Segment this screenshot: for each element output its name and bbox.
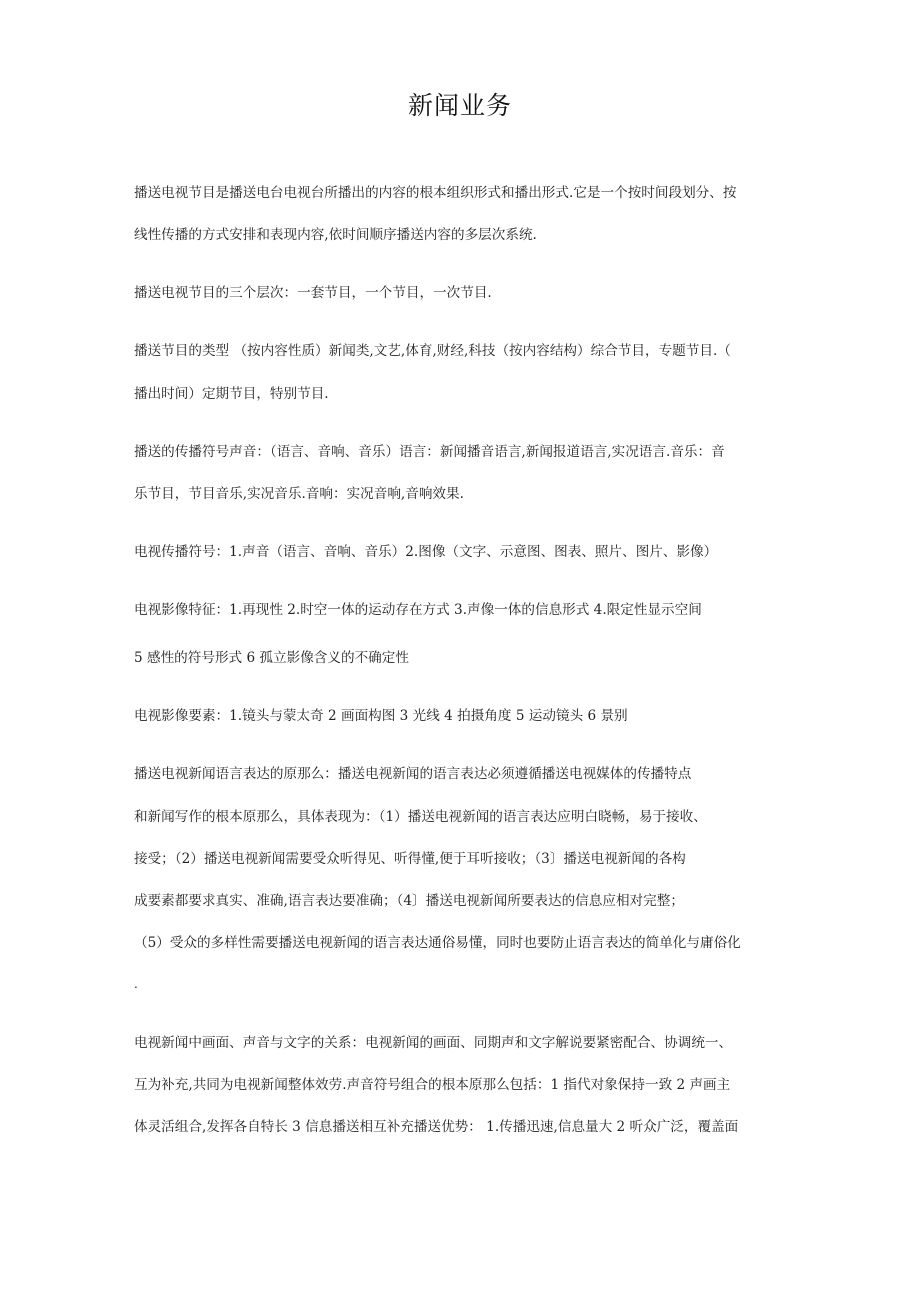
paragraph-line: 播送电视节目是播送电台电视台所播出的内容的根本组织形式和播出形式.它是一个按时间段划分、按 — [134, 185, 737, 201]
paragraph-line: 电视影像特征：1.再现性 2.时空一体的运动存在方式 3.声像一体的信息形式 4.限定性显示空间 — [134, 602, 702, 618]
paragraph-line: 播出时间）定期节目，特别节目. — [134, 386, 329, 402]
paragraph-line: 播送电视新闻语言表达的原那么：播送电视新闻的语言表达必须遵循播送电视媒体的传播特点 — [134, 766, 692, 782]
paragraph-line: （5）受众的多样性需要播送电视新闻的语言表达通俗易懂，同时也要防止语言表达的简单化与庸俗化 — [134, 935, 741, 951]
paragraph-line: 5 感性的符号形式 6 孤立影像含义的不确定性 — [134, 650, 409, 666]
paragraph-line: 体灵活组合,发挥各自特长 3 信息播送相互补充播送优势： 1.传播迅速,信息量大 2 听众广泛，覆盖面 — [134, 1119, 739, 1135]
page-title: 新闻业务 — [407, 91, 512, 120]
paragraph-line: 线性传播的方式安排和表现内容,依时间顺序播送内容的多层次系统. — [134, 227, 537, 243]
paragraph-line: 乐节目，节目音乐,实况音乐.音响：实况音响,音响效果. — [134, 486, 464, 502]
paragraph-line: . — [134, 977, 138, 991]
paragraph-line: 电视影像要素：1.镜头与蒙太奇 2 画面构图 3 光线 4 拍摄角度 5 运动镜头 6 景别 — [134, 708, 628, 724]
paragraph-line: 电视新闻中画面、声音与文字的关系：电视新闻的画面、同期声和文字解说要紧密配合、协调统一、 — [134, 1035, 733, 1051]
paragraph-line: 和新闻写作的根本原那么，具体表现为：（1）播送电视新闻的语言表达应明白晓畅，易于接收、 — [134, 809, 707, 825]
paragraph-line: 播送节目的类型 （按内容性质）新闻类,文艺,体育,财经,科技（按内容结构）综合节目，专题节目.（ — [134, 343, 731, 359]
paragraph-line: 接受；（2）播送电视新闻需要受众听得见、听得懂,便于耳听接收；（3〕播送电视新闻的各构 — [134, 851, 686, 867]
paragraph-line: 互为补充,共同为电视新闻整体效劳.声音符号组合的根本原那么包括：1 指代对象保持一致 2 声画主 — [134, 1077, 731, 1093]
paragraph-line: 播送的传播符号声音：（语言、音响、音乐）语言：新闻播音语言,新闻报道语言,实况语言.音乐：音 — [134, 444, 725, 460]
paragraph-line: 播送电视节目的三个层次：一套节目，一个节目，一次节目. — [134, 285, 492, 301]
paragraph-line: 电视传播符号：1.声音（语言、音响、音乐）2.图像（文字、示意图、图表、照片、图片、影像） — [134, 544, 718, 560]
paragraph-line: 成要素都要求真实、准确,语言表达要准确；（4〕播送电视新闻所要表达的信息应相对完整； — [134, 893, 684, 909]
